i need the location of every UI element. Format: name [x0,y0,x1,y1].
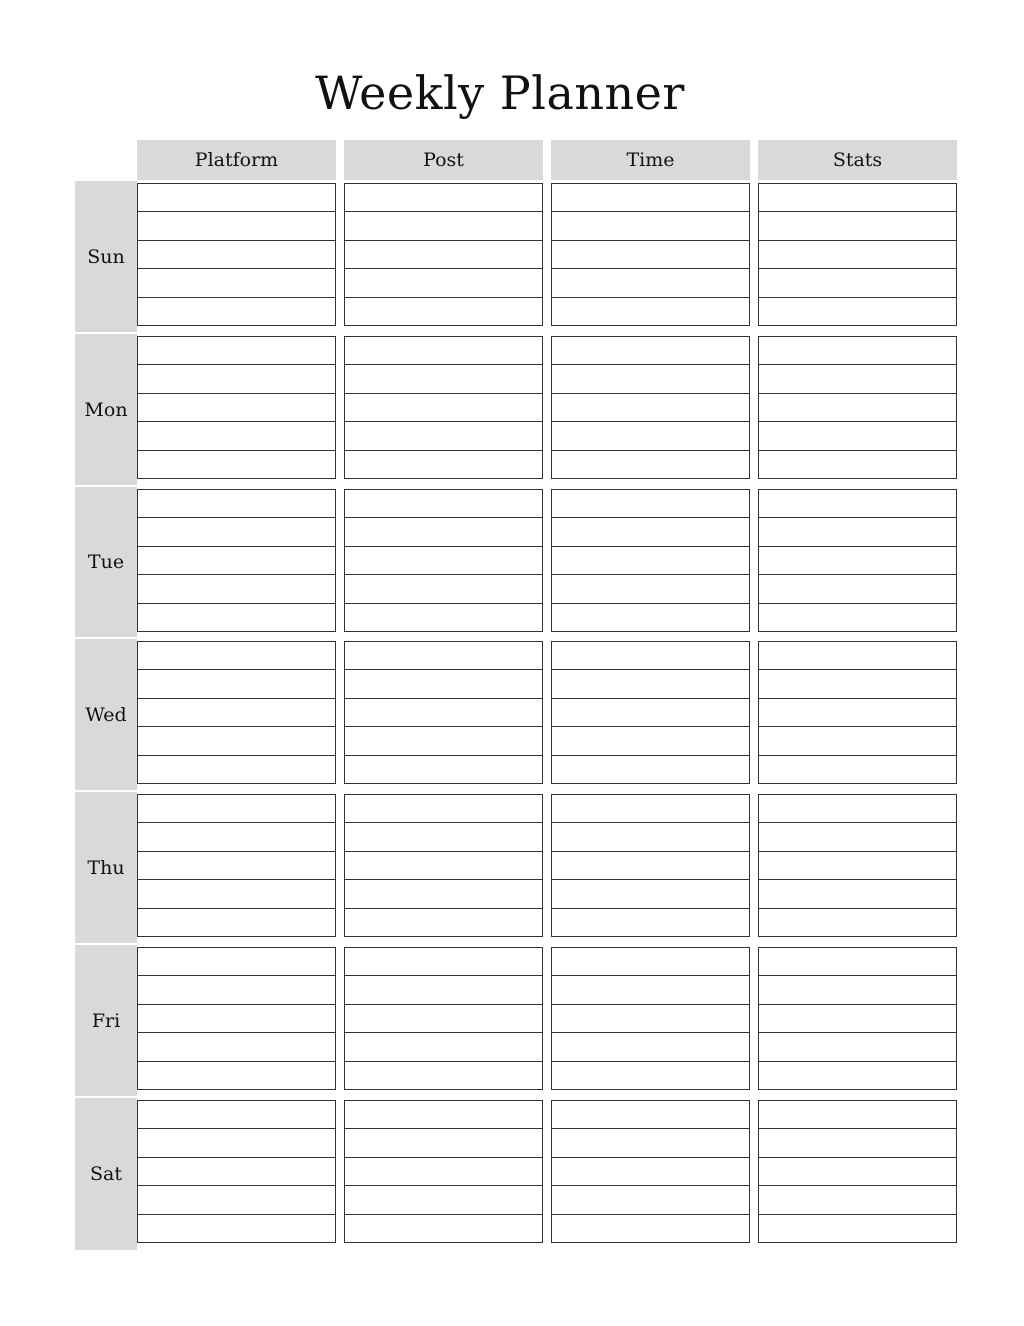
sat-stats-column [758,1100,957,1243]
wed-platform-column [137,641,336,784]
entry-field[interactable] [758,726,957,755]
entry-field[interactable] [758,1032,957,1061]
entry-field[interactable] [758,1157,957,1186]
entry-field[interactable] [551,1157,750,1186]
entry-field[interactable] [551,546,750,575]
entry-field[interactable] [551,851,750,880]
entry-field[interactable] [344,517,543,546]
sat-platform-column [137,1100,336,1243]
entry-field[interactable] [137,421,336,450]
entry-field[interactable] [344,1157,543,1186]
entry-field[interactable] [551,1185,750,1214]
entry-field[interactable] [137,546,336,575]
entry-field[interactable] [551,726,750,755]
entry-field[interactable] [344,574,543,603]
entry-field[interactable] [551,421,750,450]
entry-field[interactable] [758,975,957,1004]
thu-post-column [344,794,543,937]
entry-field[interactable] [137,240,336,269]
entry-field[interactable] [551,364,750,393]
entry-field[interactable] [137,183,336,212]
entry-field[interactable] [551,641,750,670]
entry-field[interactable] [344,450,543,479]
entry-field[interactable] [758,755,957,784]
entry-field[interactable] [551,240,750,269]
entry-field[interactable] [551,755,750,784]
entry-field[interactable] [137,268,336,297]
entry-field[interactable] [758,297,957,326]
entry-field[interactable] [344,669,543,698]
mon-platform-column [137,336,336,479]
day-label-wed: Wed [75,639,137,790]
entry-field[interactable] [551,908,750,937]
column-header-platform: Platform [137,140,336,180]
entry-field[interactable] [344,183,543,212]
entry-field[interactable] [758,669,957,698]
entry-field[interactable] [758,1004,957,1033]
tue-post-column [344,489,543,632]
entry-field[interactable] [137,1157,336,1186]
entry-field[interactable] [137,851,336,880]
entry-field[interactable] [551,183,750,212]
entry-field[interactable] [551,489,750,518]
entry-field[interactable] [137,450,336,479]
entry-field[interactable] [344,879,543,908]
entry-field[interactable] [551,698,750,727]
entry-field[interactable] [137,574,336,603]
entry-field[interactable] [551,822,750,851]
entry-field[interactable] [758,393,957,422]
entry-field[interactable] [758,450,957,479]
entry-field[interactable] [344,1004,543,1033]
entry-field[interactable] [344,393,543,422]
entry-field[interactable] [137,489,336,518]
entry-field[interactable] [758,546,957,575]
entry-field[interactable] [137,1100,336,1129]
entry-field[interactable] [344,268,543,297]
tue-time-column [551,489,750,632]
entry-field[interactable] [758,1061,957,1090]
entry-field[interactable] [344,1128,543,1157]
thu-stats-column [758,794,957,937]
entry-field[interactable] [344,947,543,976]
entry-field[interactable] [344,851,543,880]
entry-field[interactable] [344,755,543,784]
day-label-thu: Thu [75,792,137,943]
mon-post-column [344,336,543,479]
entry-field[interactable] [551,1032,750,1061]
entry-field[interactable] [344,822,543,851]
tue-stats-column [758,489,957,632]
entry-field[interactable] [137,1128,336,1157]
fri-post-column [344,947,543,1090]
day-label-fri: Fri [75,945,137,1096]
entry-field[interactable] [551,603,750,632]
entry-field[interactable] [137,908,336,937]
entry-field[interactable] [758,879,957,908]
column-header-post: Post [344,140,543,180]
entry-field[interactable] [344,297,543,326]
sun-post-column [344,183,543,326]
entry-field[interactable] [758,574,957,603]
entry-field[interactable] [344,489,543,518]
entry-field[interactable] [551,669,750,698]
entry-field[interactable] [758,489,957,518]
entry-field[interactable] [551,794,750,823]
entry-field[interactable] [551,1061,750,1090]
entry-field[interactable] [137,755,336,784]
entry-field[interactable] [758,698,957,727]
entry-field[interactable] [758,603,957,632]
entry-field[interactable] [344,975,543,1004]
sat-post-column [344,1100,543,1243]
entry-field[interactable] [137,211,336,240]
day-label-sat: Sat [75,1098,137,1250]
entry-field[interactable] [758,1214,957,1243]
entry-field[interactable] [344,603,543,632]
entry-field[interactable] [137,947,336,976]
entry-field[interactable] [137,794,336,823]
entry-field[interactable] [137,1032,336,1061]
entry-field[interactable] [137,641,336,670]
entry-field[interactable] [551,393,750,422]
entry-field[interactable] [344,1032,543,1061]
entry-field[interactable] [758,908,957,937]
entry-field[interactable] [758,211,957,240]
entry-field[interactable] [551,517,750,546]
entry-field[interactable] [758,1100,957,1129]
day-label-mon: Mon [75,334,137,485]
entry-field[interactable] [137,669,336,698]
fri-platform-column [137,947,336,1090]
entry-field[interactable] [758,517,957,546]
entry-field[interactable] [758,794,957,823]
fri-stats-column [758,947,957,1090]
entry-field[interactable] [344,794,543,823]
entry-field[interactable] [137,1185,336,1214]
entry-field[interactable] [137,975,336,1004]
entry-field[interactable] [344,546,543,575]
mon-stats-column [758,336,957,479]
entry-field[interactable] [758,1128,957,1157]
entry-field[interactable] [551,1100,750,1129]
entry-field[interactable] [137,822,336,851]
sun-platform-column [137,183,336,326]
sun-stats-column [758,183,957,326]
day-label-tue: Tue [75,487,137,637]
entry-field[interactable] [137,393,336,422]
entry-field[interactable] [137,1061,336,1090]
thu-platform-column [137,794,336,937]
entry-field[interactable] [344,1100,543,1129]
entry-field[interactable] [137,603,336,632]
entry-field[interactable] [137,517,336,546]
wed-stats-column [758,641,957,784]
entry-field[interactable] [551,947,750,976]
entry-field[interactable] [344,1185,543,1214]
mon-time-column [551,336,750,479]
entry-field[interactable] [551,1128,750,1157]
entry-field[interactable] [344,641,543,670]
entry-field[interactable] [551,450,750,479]
tue-platform-column [137,489,336,632]
page-title: Weekly Planner [315,66,685,120]
entry-field[interactable] [551,211,750,240]
entry-field[interactable] [551,336,750,365]
wed-post-column [344,641,543,784]
entry-field[interactable] [758,336,957,365]
entry-field[interactable] [137,1004,336,1033]
entry-field[interactable] [551,574,750,603]
entry-field[interactable] [344,364,543,393]
entry-field[interactable] [344,908,543,937]
entry-field[interactable] [551,1004,750,1033]
entry-field[interactable] [758,641,957,670]
entry-field[interactable] [551,268,750,297]
entry-field[interactable] [344,1214,543,1243]
thu-time-column [551,794,750,937]
entry-field[interactable] [758,947,957,976]
entry-field[interactable] [137,726,336,755]
column-header-stats: Stats [758,140,957,180]
sat-time-column [551,1100,750,1243]
day-label-sun: Sun [75,181,137,332]
entry-field[interactable] [344,726,543,755]
entry-field[interactable] [137,364,336,393]
entry-field[interactable] [758,851,957,880]
sun-time-column [551,183,750,326]
entry-field[interactable] [137,879,336,908]
entry-field[interactable] [551,297,750,326]
entry-field[interactable] [344,211,543,240]
entry-field[interactable] [137,1214,336,1243]
column-header-time: Time [551,140,750,180]
entry-field[interactable] [551,975,750,1004]
entry-field[interactable] [758,421,957,450]
entry-field[interactable] [137,698,336,727]
entry-field[interactable] [551,1214,750,1243]
entry-field[interactable] [758,822,957,851]
entry-field[interactable] [137,297,336,326]
entry-field[interactable] [758,183,957,212]
entry-field[interactable] [758,1185,957,1214]
wed-time-column [551,641,750,784]
entry-field[interactable] [758,240,957,269]
entry-field[interactable] [758,364,957,393]
entry-field[interactable] [344,421,543,450]
entry-field[interactable] [551,879,750,908]
entry-field[interactable] [344,698,543,727]
entry-field[interactable] [758,268,957,297]
fri-time-column [551,947,750,1090]
entry-field[interactable] [137,336,336,365]
entry-field[interactable] [344,336,543,365]
entry-field[interactable] [344,240,543,269]
entry-field[interactable] [344,1061,543,1090]
